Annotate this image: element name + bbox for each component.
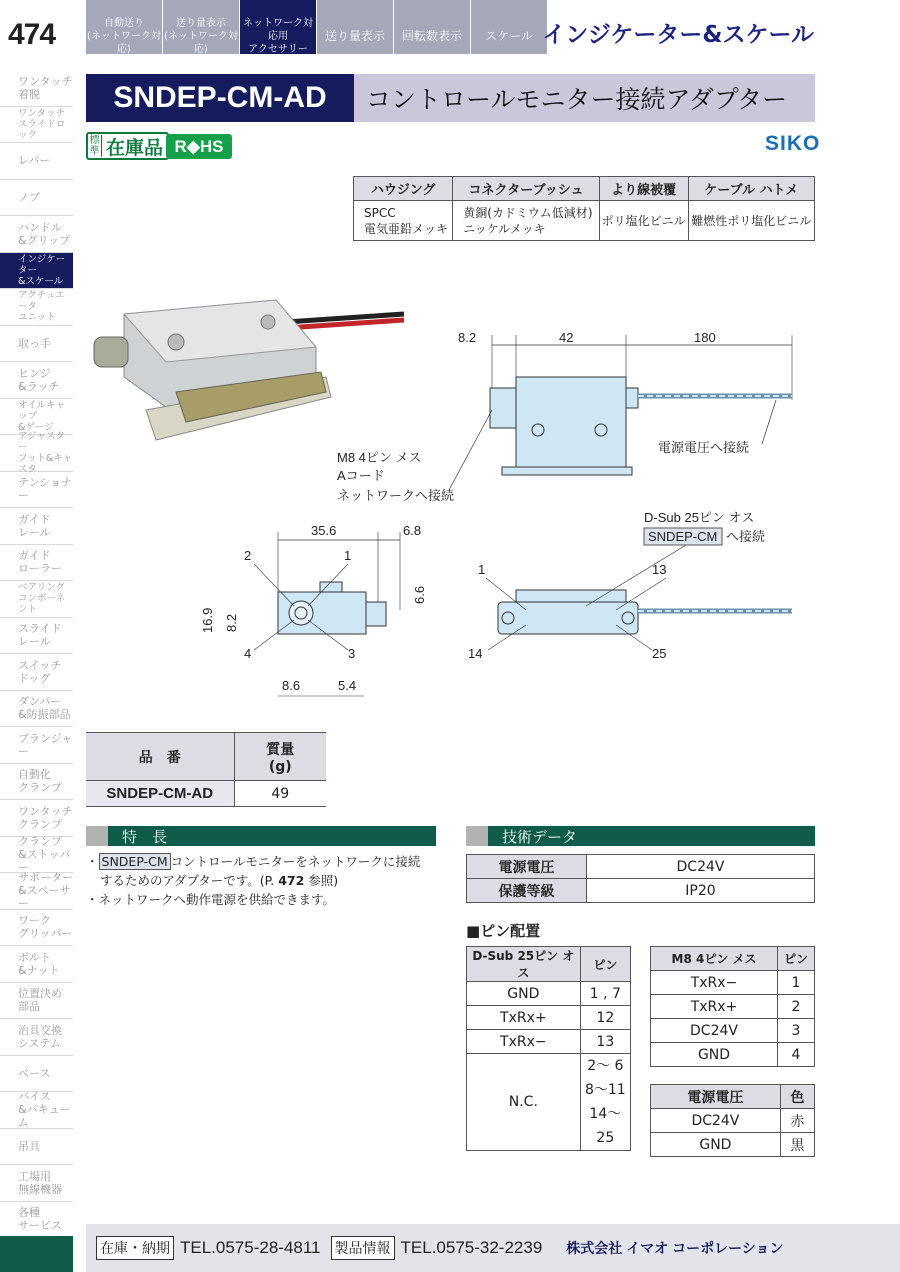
sidebar-item[interactable]: アクチュエータ ユニット xyxy=(0,289,73,326)
dsub-pin-25: 25 xyxy=(652,646,667,661)
section-title: インジケーター&スケール xyxy=(542,22,814,48)
footer-info-tel[interactable]: TEL.0575-32-2239 xyxy=(400,1238,543,1257)
rohs-badge: R◆HS xyxy=(166,134,232,159)
tech-data-table xyxy=(466,854,815,903)
sidebar-item[interactable]: インジケーター &スケール xyxy=(0,253,73,290)
dsub-label: D-Sub 25ピン オス xyxy=(644,510,755,525)
dim-5-4: 5.4 xyxy=(338,678,357,693)
tab-scale[interactable]: スケール xyxy=(471,0,548,54)
materials-table xyxy=(353,176,815,241)
features-text: ・ SNDEP-CM コントロールモニターをネットワークに接続 するためのアダプターです。(P. 472 参照) ・ネットワークへ動作電源を供給できます。 xyxy=(86,854,421,907)
sidebar-item[interactable]: バイス &バキューム xyxy=(0,1092,73,1129)
dim-8-6: 8.6 xyxy=(282,678,301,693)
tab-network-accessory[interactable]: ネットワーク対応用 アクセサリー xyxy=(240,0,317,54)
sidebar-item[interactable]: ヒンジ &ラッチ xyxy=(0,362,73,399)
pin-callout-1: 1 xyxy=(344,548,352,563)
sidebar-item[interactable]: ノブ xyxy=(0,180,73,217)
dim-42: 42 xyxy=(559,330,574,345)
mat-housing: SPCC 電気亜鉛メッキ xyxy=(354,201,453,241)
dsub-pin-13: 13 xyxy=(652,562,667,577)
pin-callout-3: 3 xyxy=(348,646,356,661)
mass-header-model: 品 番 xyxy=(86,733,234,781)
sidebar-item[interactable]: サポーター &スペーサー xyxy=(0,873,73,910)
top-tab-bar xyxy=(86,0,548,54)
tab-rpm-display[interactable]: 回転数表示 xyxy=(394,0,471,54)
product-model: SNDEP-CM-AD xyxy=(86,74,354,122)
footer-accent xyxy=(0,1236,73,1272)
dsub-connect-text: へ接続 xyxy=(726,529,766,544)
footer-stock-tel[interactable]: TEL.0575-28-4811 xyxy=(180,1238,321,1257)
mat-bush: 黄銅(カドミウム低減材) ニッケルメッキ xyxy=(453,201,600,241)
sidebar-item[interactable]: 吊具 xyxy=(0,1129,73,1166)
sidebar-item[interactable]: 各種 サービス xyxy=(0,1202,73,1239)
sidebar-item[interactable]: 自動化 クランプ xyxy=(0,764,73,801)
power-label-top: 電源電圧へ接続 xyxy=(658,440,750,455)
dim-6-6: 6.6 xyxy=(412,585,427,604)
mat-grommet: 難燃性ポリ塩化ビニル xyxy=(688,201,814,241)
dsub-nc-label: N.C. xyxy=(467,1054,581,1151)
stock-badge xyxy=(86,132,169,160)
sidebar-item[interactable]: ガイド ローラー xyxy=(0,545,73,582)
mat-header-coating: より線被覆 xyxy=(599,177,688,201)
dsub-pin-14: 14 xyxy=(468,646,483,661)
sidebar-item[interactable]: ベアリング コンポーネント xyxy=(0,581,73,618)
tech-value-voltage: DC24V xyxy=(587,855,815,879)
sidebar-item[interactable]: ベース xyxy=(0,1056,73,1093)
page-number: 474 xyxy=(8,18,56,51)
pin-layout-title: ■ピン配置 xyxy=(466,922,541,940)
m8-label-1: M8 4ピン メス xyxy=(337,450,422,465)
sidebar-item[interactable]: 位置決め 部品 xyxy=(0,983,73,1020)
product-description: コントロールモニター接続アダプター xyxy=(354,74,815,122)
sidebar-item[interactable]: スライド レール xyxy=(0,618,73,655)
tech-title-bar: 技術データ xyxy=(466,826,815,846)
tech-data-section xyxy=(466,826,815,903)
dsub-connect-tag: SNDEP-CM xyxy=(648,529,718,544)
dim-180: 180 xyxy=(694,330,716,345)
dim-16-9: 16.9 xyxy=(200,607,215,633)
dim-8-2-top: 8.2 xyxy=(458,330,477,345)
power-color-table: 電源電圧 色 DC24V 赤 GND 黒 xyxy=(650,1084,815,1157)
footer-stock-label: 在庫・納期 xyxy=(96,1236,174,1260)
sidebar-item[interactable]: 取っ手 xyxy=(0,326,73,363)
mat-header-grommet: ケーブル ハトメ xyxy=(688,177,814,201)
mat-header-bush: コネクターブッシュ xyxy=(453,177,600,201)
footer xyxy=(86,1224,900,1272)
pin-callout-2: 2 xyxy=(244,548,252,563)
sidebar-item[interactable]: レバー xyxy=(0,143,73,180)
dsub-pin-1: 1 xyxy=(478,562,486,577)
m8-label-2: Aコード xyxy=(337,468,385,483)
pin-callout-4: 4 xyxy=(244,646,252,661)
tab-feed-display-network[interactable]: 送り量表示 (ネットワーク対応) xyxy=(163,0,240,54)
sidebar-item[interactable]: ワンタッチ スライドロック xyxy=(0,107,73,144)
footer-info-label: 製品情報 xyxy=(331,1236,395,1260)
mat-header-housing: ハウジング xyxy=(354,177,453,201)
brand-logo: SIKO xyxy=(765,132,821,155)
tab-auto-feed[interactable]: 自動送り (ネットワーク対応) xyxy=(86,0,163,54)
mass-table xyxy=(86,732,326,807)
technical-drawing xyxy=(86,320,816,700)
tech-value-protection: IP20 xyxy=(587,879,815,903)
tab-feed-display[interactable]: 送り量表示 xyxy=(317,0,394,54)
stock-badge-small: 標準 xyxy=(88,135,102,157)
sidebar-item[interactable]: ワンタッチ 着脱 xyxy=(0,70,73,107)
dim-8-2-side: 8.2 xyxy=(224,613,239,632)
sidebar-item[interactable]: 工場用 無線機器 xyxy=(0,1165,73,1202)
category-sidebar xyxy=(0,70,73,1238)
company-logo: 株式会社 イマオ コーポレーション xyxy=(566,1240,784,1256)
sidebar-item[interactable]: オイルキャップ &ゲージ xyxy=(0,399,73,436)
sidebar-item[interactable]: テンショナー xyxy=(0,472,73,509)
sidebar-item[interactable]: ガイド レール xyxy=(0,508,73,545)
features-model-tag: SNDEP-CM xyxy=(99,853,171,870)
sidebar-item[interactable]: 治具交換 システム xyxy=(0,1019,73,1056)
stock-badge-label: 在庫品 xyxy=(106,136,164,159)
tech-label-voltage: 電源電圧 xyxy=(467,855,587,879)
sidebar-item[interactable]: ワーク グリッパー xyxy=(0,910,73,947)
sidebar-item[interactable]: クランプ &ストッパー xyxy=(0,837,73,874)
dim-6-8: 6.8 xyxy=(403,523,422,538)
features-title-bar: 特 長 xyxy=(86,826,436,846)
m8-label-3: ネットワークへ接続 xyxy=(337,488,455,503)
sidebar-item[interactable]: アジャスター フット&キャスタ xyxy=(0,435,73,472)
mat-coating: ポリ塩化ビニル xyxy=(599,201,688,241)
sidebar-item[interactable]: ハンドル &グリップ xyxy=(0,216,73,253)
tech-label-protection: 保護等級 xyxy=(467,879,587,903)
mass-value: 49 xyxy=(234,781,326,807)
dsub-nc-pins: 2〜 6 8〜11 14〜25 xyxy=(580,1054,630,1151)
sidebar-item[interactable]: ダンパー &防振部品 xyxy=(0,691,73,728)
mass-model: SNDEP-CM-AD xyxy=(86,781,234,807)
mass-header-weight: 質量 (g) xyxy=(234,733,326,781)
dsub-pin-table: D-Sub 25ピン オス ピン GND 1 , 7 TxRx+ 12 TxRx− 13 N.C. 2〜 6 8〜11 14〜25 xyxy=(466,946,631,1151)
sidebar-item[interactable]: ボルト &ナット xyxy=(0,946,73,983)
sidebar-item[interactable]: ワンタッチ クランプ xyxy=(0,800,73,837)
sidebar-item[interactable]: プランジャー xyxy=(0,727,73,764)
dim-35-6: 35.6 xyxy=(311,523,337,538)
sidebar-item[interactable]: スイッチ ドッグ xyxy=(0,654,73,691)
m8-pin-table: M8 4ピン メス ピン TxRx− 1 TxRx+ 2 DC24V 3 GND 4 xyxy=(650,946,815,1067)
features-section xyxy=(86,826,436,909)
